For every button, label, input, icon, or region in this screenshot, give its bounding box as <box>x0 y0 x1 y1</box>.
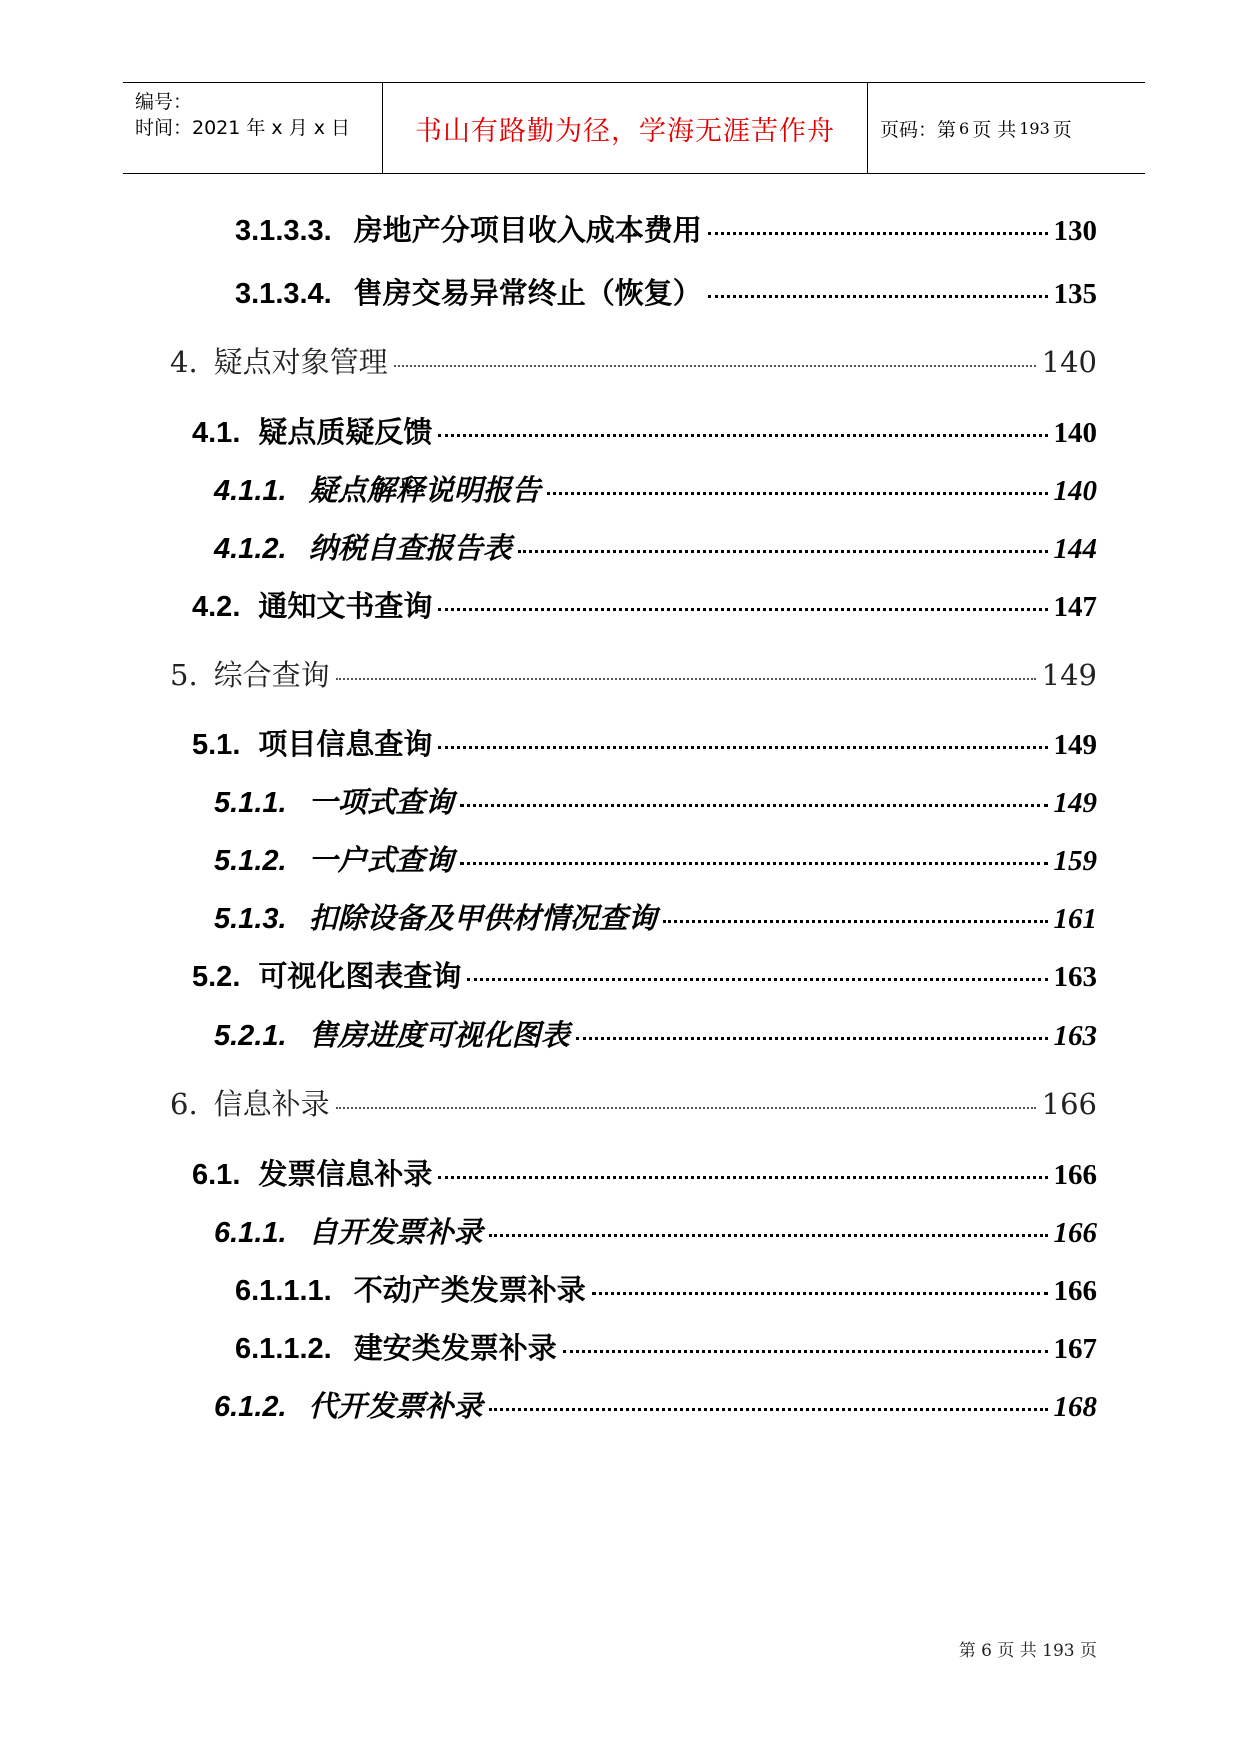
toc-entry[interactable] <box>214 1210 1097 1251</box>
page-header <box>123 82 1145 174</box>
toc-entry-page: 166 <box>1053 1217 1097 1249</box>
toc-entry-number: 6.1. <box>192 1159 241 1191</box>
toc-entry[interactable] <box>170 1082 1097 1123</box>
toc-dot-leader <box>563 1350 1048 1353</box>
toc-entry-title: 综合查询 <box>213 658 330 692</box>
page-footer: 第 6 页 共 193 页 <box>958 1641 1097 1661</box>
document-time-label: 时间：2021 年 x 月 x 日 <box>135 117 351 139</box>
toc-entry-title: 发票信息补录 <box>258 1159 433 1191</box>
toc-entry[interactable] <box>214 526 1097 567</box>
toc-entry-title: 疑点质疑反馈 <box>258 417 433 449</box>
toc-entry[interactable] <box>192 584 1097 625</box>
page-current: 6 <box>959 118 970 138</box>
toc-entry-title: 扣除设备及甲供材情况查询 <box>308 903 657 935</box>
toc-entry-number: 6.1.2. <box>214 1391 287 1423</box>
toc-entry-page: 166 <box>1041 1087 1097 1121</box>
toc-entry-number: 5.1. <box>192 729 241 761</box>
toc-entry-title: 一项式查询 <box>308 787 454 819</box>
toc-entry-page: 149 <box>1053 787 1097 819</box>
toc-entry[interactable] <box>214 896 1097 937</box>
toc-dot-leader <box>592 1292 1048 1295</box>
toc-entry-title: 项目信息查询 <box>258 729 433 761</box>
toc-entry-title: 疑点对象管理 <box>213 345 388 379</box>
toc-entry-page: 149 <box>1041 658 1097 692</box>
toc-entry-title: 房地产分项目收入成本费用 <box>353 215 702 247</box>
toc-dot-leader <box>518 550 1048 553</box>
toc-entry-number: 4. <box>170 345 198 379</box>
toc-entry-title: 疑点解释说明报告 <box>308 475 541 507</box>
toc-entry-title: 自开发票补录 <box>308 1217 483 1249</box>
toc-entry-page: 135 <box>1053 278 1097 310</box>
document-number-label: 编号： <box>135 91 193 113</box>
toc-dot-leader <box>438 1176 1047 1179</box>
toc-entry-page: 140 <box>1041 345 1097 379</box>
toc-entry-number: 4.1.1. <box>214 475 287 507</box>
toc-dot-leader <box>438 608 1047 611</box>
toc-dot-leader <box>547 492 1048 495</box>
toc-entry-page: 166 <box>1053 1275 1097 1307</box>
toc-entry-page: 166 <box>1053 1159 1097 1191</box>
toc-entry-number: 3.1.3.4. <box>235 278 332 310</box>
toc-dot-leader <box>708 232 1048 235</box>
toc-entry-page: 163 <box>1053 1020 1097 1052</box>
toc-dot-leader <box>576 1037 1048 1040</box>
toc-entry-page: 168 <box>1053 1391 1097 1423</box>
toc-entry[interactable] <box>170 340 1097 381</box>
toc-entry-number: 6.1.1.1. <box>235 1275 332 1307</box>
toc-entry-number: 5.1.1. <box>214 787 287 819</box>
toc-entry-number: 6.1.1. <box>214 1217 287 1249</box>
toc-dot-leader <box>708 295 1048 298</box>
toc-entry-title: 一户式查询 <box>308 845 454 877</box>
toc-entry-title: 售房进度可视化图表 <box>308 1020 570 1052</box>
page-suffix: 页 <box>1052 118 1072 141</box>
toc-entry-number: 4.1.2. <box>214 533 287 565</box>
toc-entry[interactable] <box>214 1013 1097 1054</box>
toc-dot-leader <box>336 678 1036 680</box>
toc-entry-page: 163 <box>1053 961 1097 993</box>
toc-entry-page: 130 <box>1053 215 1097 247</box>
toc-entry-page: 167 <box>1053 1333 1097 1365</box>
toc-dot-leader <box>489 1234 1048 1237</box>
toc-entry-number: 5.2. <box>192 961 241 993</box>
toc-dot-leader <box>460 804 1048 807</box>
page-middle: 页 共 <box>972 118 1017 141</box>
toc-entry-title: 通知文书查询 <box>258 591 433 623</box>
toc-dot-leader <box>460 862 1048 865</box>
toc-entry-number: 4.2. <box>192 591 241 623</box>
toc-entry-page: 149 <box>1053 729 1097 761</box>
toc-dot-leader <box>489 1408 1048 1411</box>
toc-entry-title: 代开发票补录 <box>308 1391 483 1423</box>
toc-entry[interactable] <box>214 468 1097 509</box>
header-motto: 书山有路勤为径，学海无涯苦作舟 <box>383 83 868 173</box>
toc-entry-page: 144 <box>1053 533 1097 565</box>
toc-entry-page: 161 <box>1053 903 1097 935</box>
toc-entry[interactable] <box>192 410 1097 451</box>
toc-entry-title: 纳税自查报告表 <box>308 533 512 565</box>
toc-entry[interactable] <box>192 722 1097 763</box>
toc-dot-leader <box>336 1107 1036 1109</box>
page-total: 193 <box>1019 118 1050 138</box>
toc-entry-title: 信息补录 <box>213 1087 330 1121</box>
toc-entry[interactable] <box>192 954 1097 995</box>
toc-entry-number: 6.1.1.2. <box>235 1333 332 1365</box>
page-prefix: 页码：第 <box>880 118 957 141</box>
toc-entry-number: 5.2.1. <box>214 1020 287 1052</box>
toc-entry[interactable] <box>192 1152 1097 1193</box>
toc-entry-title: 建安类发票补录 <box>353 1333 557 1365</box>
toc-entry-number: 6. <box>170 1087 198 1121</box>
toc-entry[interactable] <box>214 1384 1097 1425</box>
toc-entry[interactable] <box>214 838 1097 879</box>
toc-entry-number: 4.1. <box>192 417 241 449</box>
toc-dot-leader <box>438 746 1047 749</box>
header-meta <box>123 83 383 173</box>
toc-entry-page: 147 <box>1053 591 1097 623</box>
toc-entry-title: 可视化图表查询 <box>258 961 462 993</box>
toc-dot-leader <box>394 365 1036 367</box>
toc-entry[interactable] <box>170 653 1097 694</box>
toc-entry[interactable] <box>235 1326 1097 1367</box>
toc-entry-title: 售房交易异常终止（恢复） <box>353 278 702 310</box>
toc-entry-title: 不动产类发票补录 <box>353 1275 586 1307</box>
toc-entry-number: 5. <box>170 658 198 692</box>
toc-entry-number: 5.1.3. <box>214 903 287 935</box>
toc-entry-number: 5.1.2. <box>214 845 287 877</box>
toc-entry-page: 140 <box>1053 475 1097 507</box>
toc-entry-page: 140 <box>1053 417 1097 449</box>
toc-entry-page: 159 <box>1053 845 1097 877</box>
toc-entry[interactable] <box>235 208 1097 249</box>
toc-entry[interactable] <box>235 1268 1097 1309</box>
toc-entry[interactable] <box>235 271 1097 312</box>
header-page-info <box>868 83 1145 173</box>
toc-entry-number: 3.1.3.3. <box>235 215 332 247</box>
toc-dot-leader <box>438 434 1047 437</box>
toc-dot-leader <box>663 920 1048 923</box>
toc-dot-leader <box>467 978 1047 981</box>
toc-entry[interactable] <box>214 780 1097 821</box>
